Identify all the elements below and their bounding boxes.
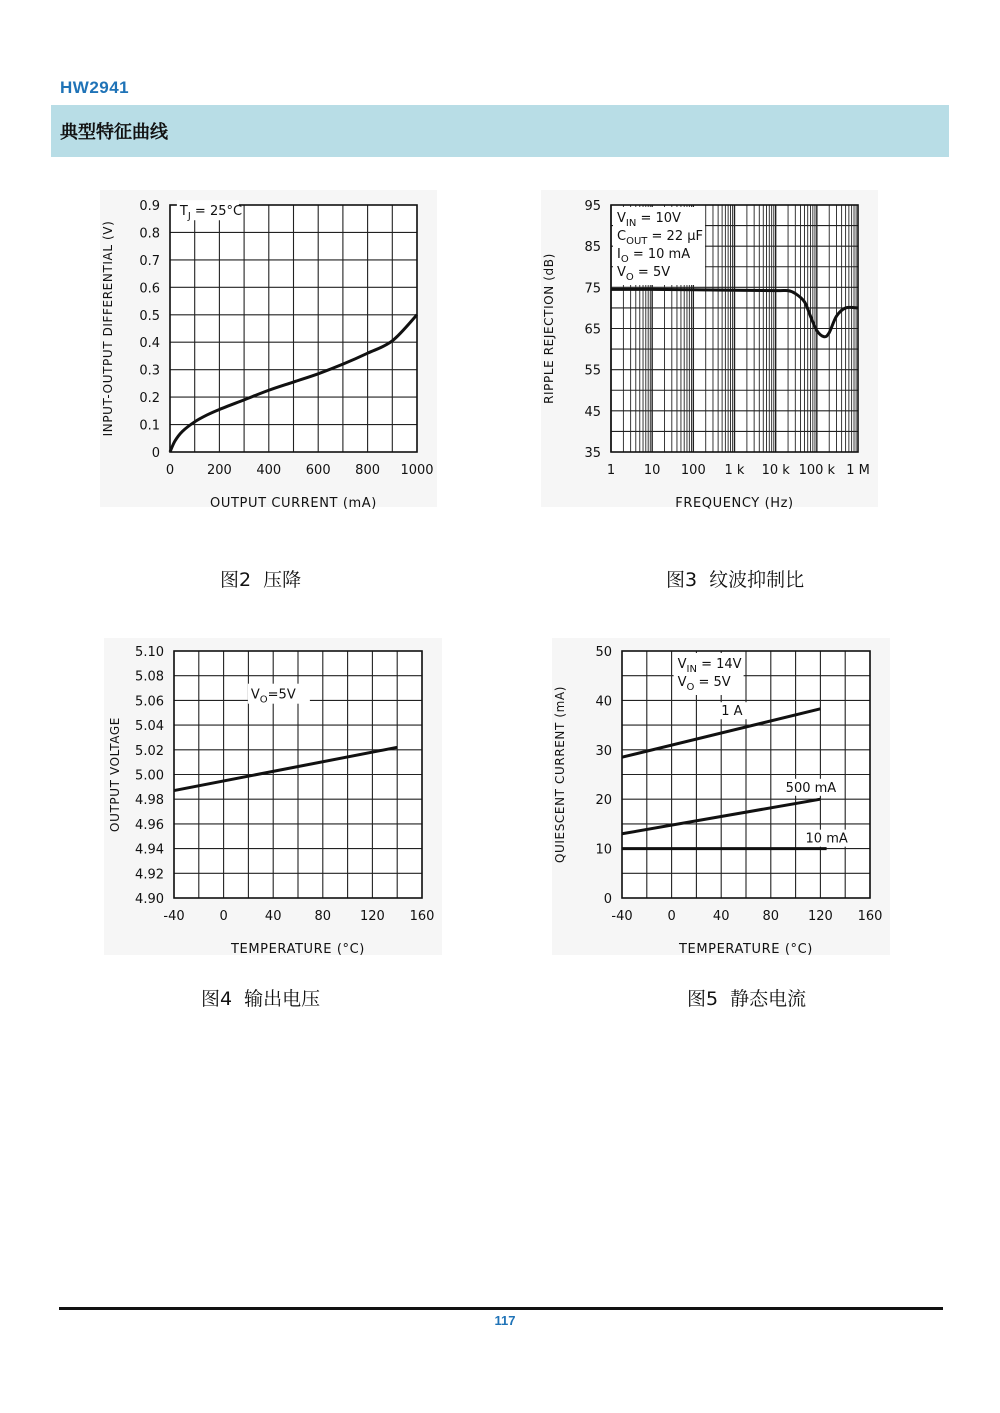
x-tick-label: 100 [680,463,706,478]
x-tick-label: 0 [219,909,228,924]
condition-text: $V_O = 5V$ [617,265,671,283]
series-label: 500 mA [785,780,837,796]
output-voltage-chart [100,638,450,963]
y-tick-label: 55 [584,363,601,379]
y-tick-label: 35 [584,446,601,461]
section-header-bar [51,105,949,157]
ripple-rejection-chart [535,190,885,520]
x-tick-label: 80 [762,909,780,924]
y-tick-label: 0.5 [139,308,160,324]
y-tick-label: 20 [595,793,612,809]
x-tick-label: 1 k [724,463,745,478]
x-axis-label: TEMPERATURE (°C) [679,942,813,957]
y-tick-label: 30 [595,743,612,759]
figure-caption-dropout: 图2 压降 [220,569,302,591]
figure-caption-ripple: 图3 纹波抑制比 [666,569,805,591]
y-tick-label: 75 [584,281,601,297]
y-tick-label: 45 [584,404,601,420]
figure-caption-quiescent-current: 图5 静态电流 [687,988,807,1010]
y-tick-label: 85 [584,240,601,256]
x-tick-label: 1 M [846,463,870,478]
y-tick-label: 40 [595,694,612,710]
x-tick-label: 1000 [400,463,434,478]
x-tick-label: 160 [857,909,883,924]
y-tick-label: 5.08 [135,669,164,685]
y-tick-label: 5.06 [135,694,164,710]
y-tick-label: 0.6 [139,281,160,297]
condition-text: $I_O = 10$ mA [617,247,691,265]
y-tick-label: 4.90 [135,892,164,907]
y-tick-label: 4.94 [135,842,164,858]
x-tick-label: 600 [305,463,331,478]
y-tick-label: 0.2 [139,391,160,407]
y-tick-label: 5.04 [135,719,164,735]
document-id: HW2941 [60,78,130,97]
condition-text: $V_{IN} = 10V$ [617,211,681,229]
x-tick-label: 10 k [761,463,790,478]
y-tick-label: 10 [595,842,612,858]
y-tick-label: 65 [584,322,601,338]
x-axis-label: OUTPUT CURRENT (mA) [210,496,377,511]
series-label: 1 A [721,704,743,720]
y-tick-label: 0.3 [139,363,160,379]
annotation-text: $V_O=5V$ [250,687,296,706]
annotation-text: $T_J = 25^\circ C$ [179,204,243,223]
y-tick-label: 5.10 [135,645,164,660]
y-tick-label: 4.98 [135,793,164,809]
footer-rule [59,1307,943,1310]
y-axis-label: OUTPUT VOLTAGE [108,717,122,832]
y-tick-label: 95 [584,199,601,214]
y-tick-label: 0 [151,446,160,461]
series-label: 10 mA [805,831,848,847]
x-tick-label: 0 [165,463,175,478]
y-axis-label: QUIESCENT CURRENT (mA) [553,685,567,864]
quiescent-current-chart [548,638,898,963]
y-tick-label: 0.1 [139,418,160,434]
y-tick-label: 4.92 [135,867,164,883]
y-tick-label: 0 [603,892,612,907]
y-tick-label: 50 [595,645,612,660]
x-tick-label: 160 [409,909,435,924]
x-tick-label: 800 [355,463,381,478]
y-tick-label: 5.00 [135,768,164,784]
x-tick-label: 1 [606,463,616,478]
x-tick-label: -40 [611,909,633,924]
y-tick-label: 5.02 [135,743,164,759]
y-axis-label: INPUT-OUTPUT DIFFERENTIAL (V) [101,220,115,437]
section-title: 典型特征曲线 [60,122,168,143]
y-tick-label: 0.8 [139,226,160,242]
condition-text: $V_O = 5V$ [677,675,731,693]
condition-text: $V_{IN} = 14V$ [677,657,742,675]
y-tick-label: 0.7 [139,253,160,269]
x-axis-label: TEMPERATURE (°C) [231,942,365,957]
x-tick-label: 120 [359,909,385,924]
y-tick-label: 0.9 [139,199,160,214]
x-tick-label: 200 [206,463,232,478]
x-tick-label: 10 [643,463,661,478]
y-axis-label: RIPPLE REJECTION (dB) [542,253,556,404]
x-tick-label: 40 [264,909,282,924]
dropout-voltage-chart [95,190,455,520]
x-tick-label: 100 k [798,463,836,478]
y-tick-label: 4.96 [135,817,164,833]
condition-text: $C_{OUT} = 22$ μF [617,229,703,247]
x-tick-label: 400 [256,463,282,478]
page-number: 117 [494,1313,516,1328]
x-tick-label: 40 [712,909,730,924]
x-tick-label: 80 [314,909,332,924]
x-axis-label: FREQUENCY (Hz) [675,496,794,511]
x-tick-label: -40 [163,909,185,924]
x-tick-label: 120 [807,909,833,924]
figure-caption-output-voltage: 图4 输出电压 [201,988,321,1010]
y-tick-label: 0.4 [139,336,160,352]
x-tick-label: 0 [667,909,676,924]
